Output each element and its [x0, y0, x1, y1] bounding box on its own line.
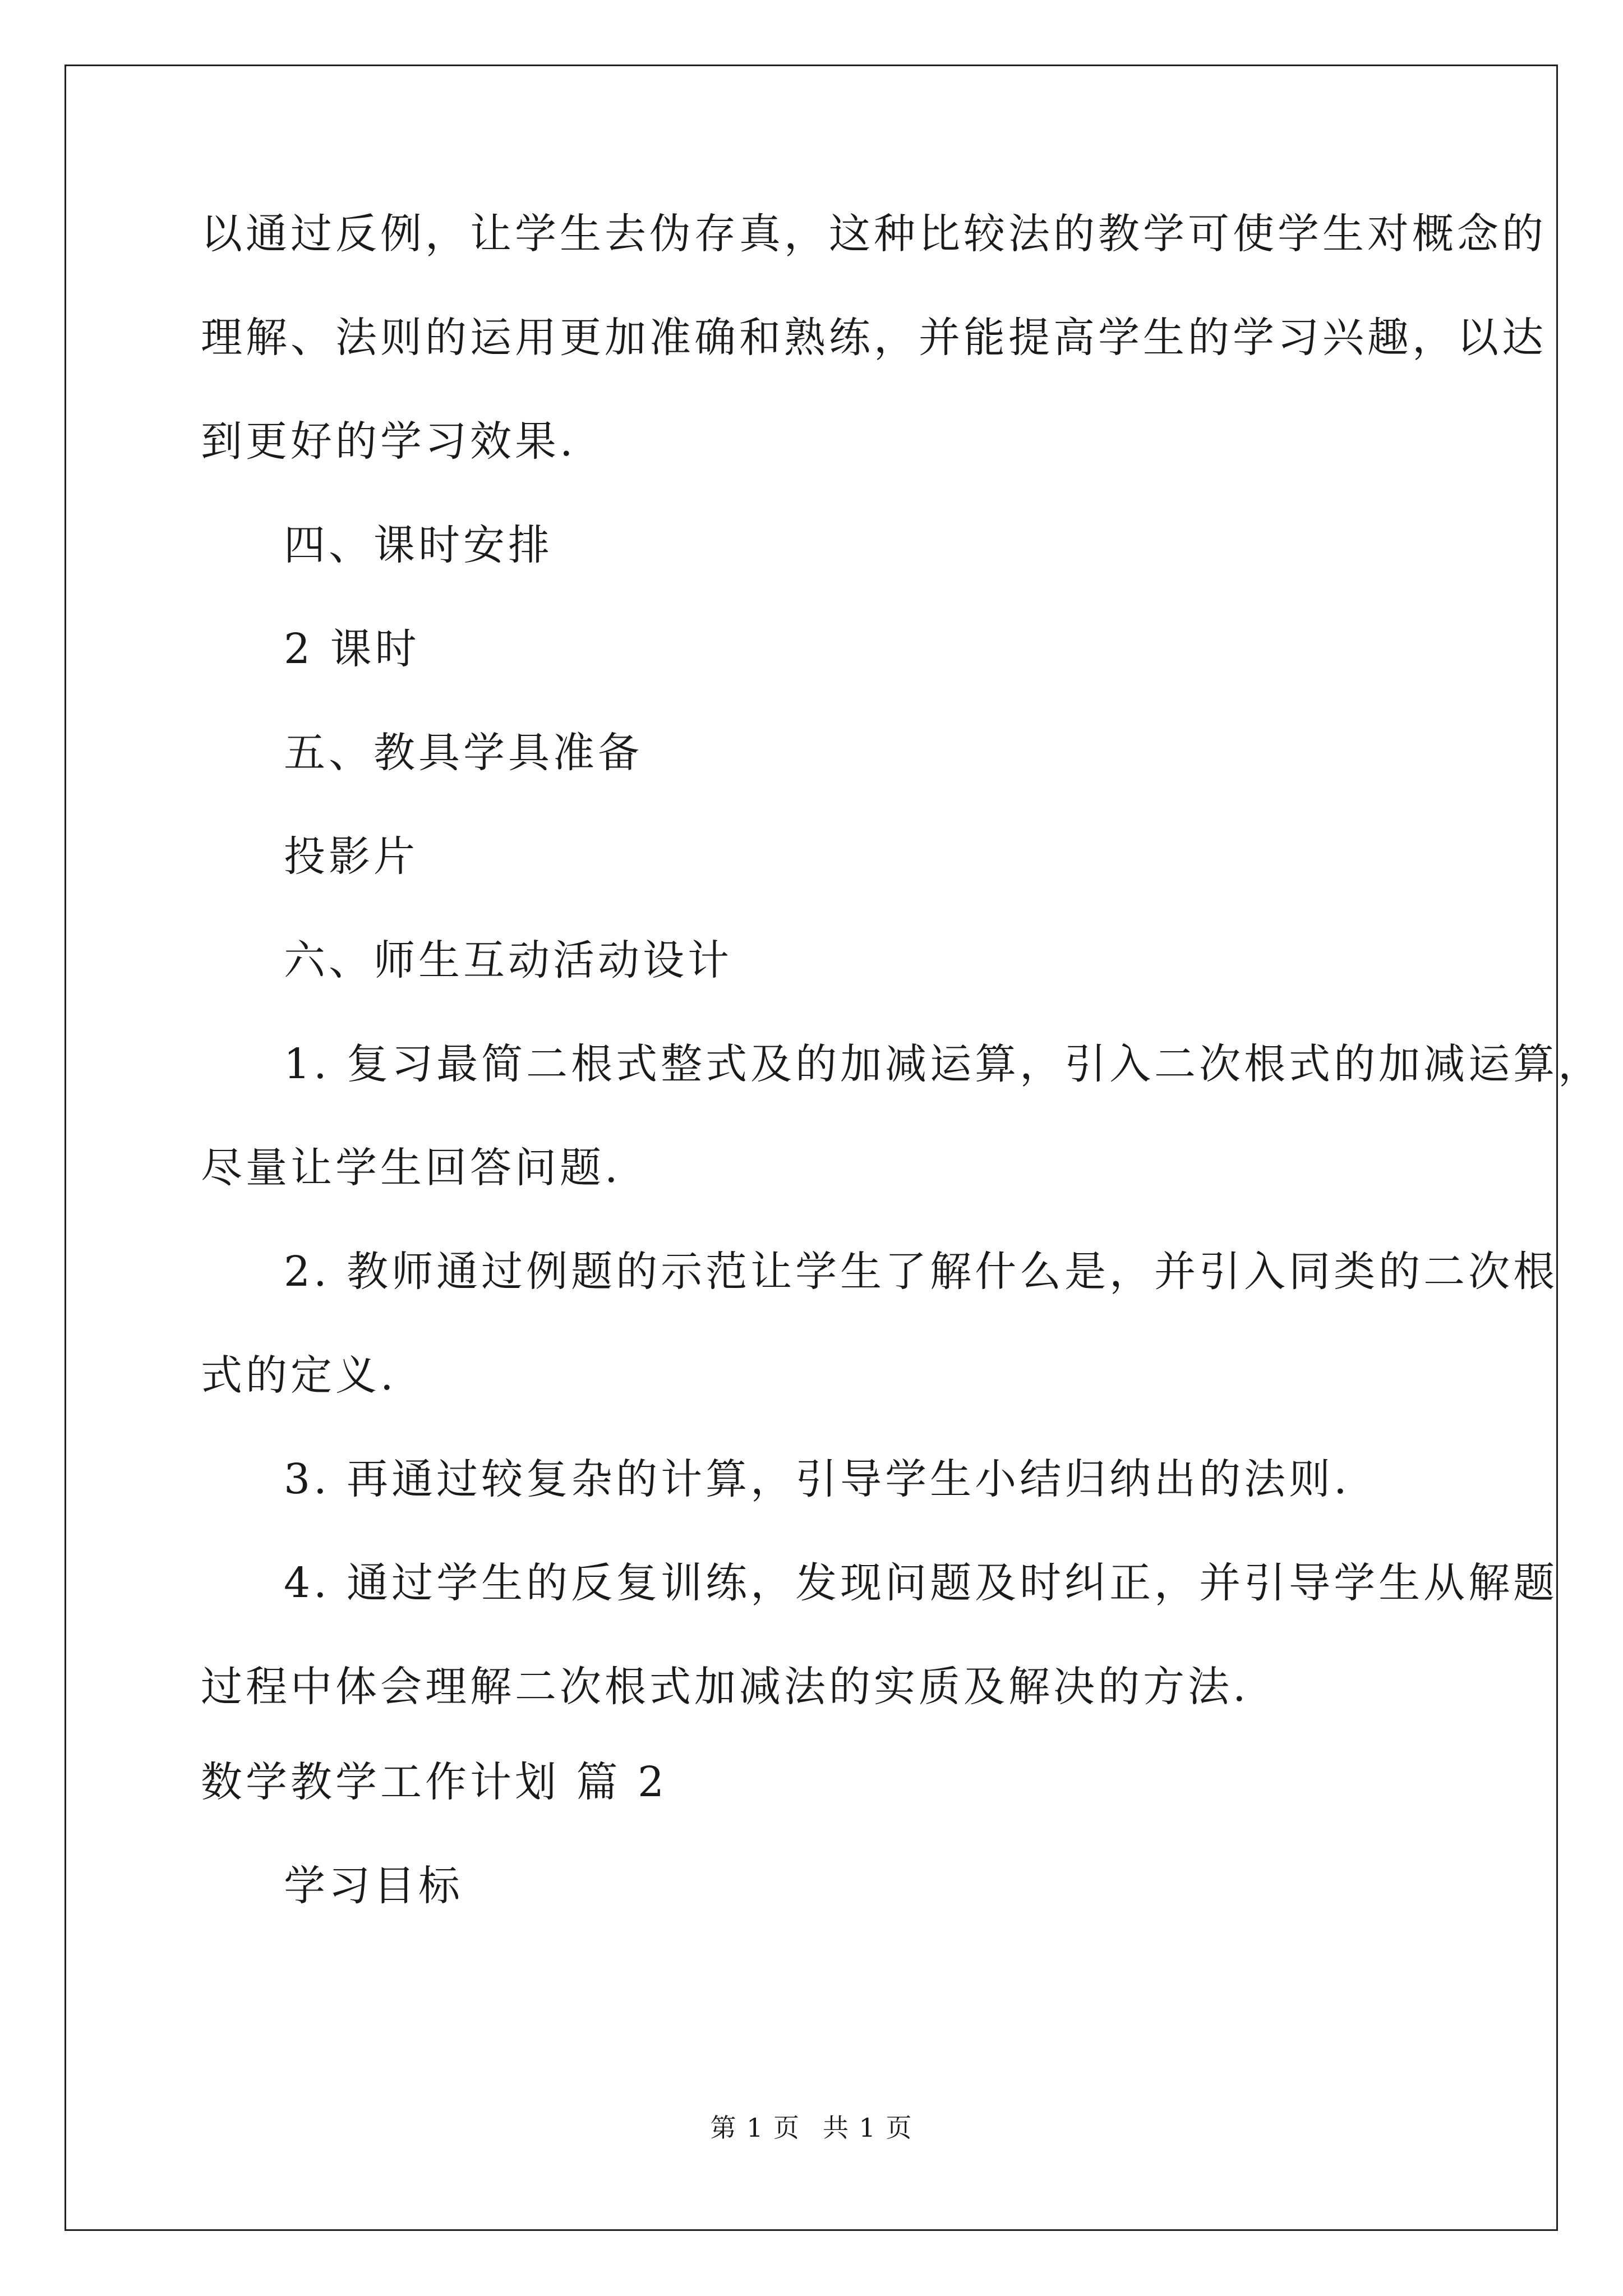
body-paragraph-line: 尽量让学生回答问题. — [201, 1144, 621, 1192]
section-heading: 五、教具学具准备 — [284, 729, 643, 777]
list-item: 2. 教师通过例题的示范让学生了解什么是，并引入同类的二次根 — [284, 1248, 1559, 1296]
list-item: 4. 通过学生的反复训练，发现问题及时纠正，并引导学生从解题 — [284, 1559, 1559, 1607]
body-paragraph-line: 到更好的学习效果. — [201, 417, 577, 466]
page-number-current: 第 1 页 — [710, 2113, 800, 2143]
body-paragraph-line: 投影片 — [284, 832, 418, 881]
section-heading: 六、师生互动活动设计 — [284, 936, 732, 984]
body-paragraph-line: 过程中体会理解二次根式加减法的实质及解决的方法. — [201, 1663, 1249, 1711]
document-section-title: 数学教学工作计划 篇 2 — [201, 1758, 668, 1806]
list-item: 3. 再通过较复杂的计算，引导学生小结归纳出的法则. — [284, 1455, 1350, 1503]
list-item: 1. 复习最简二根式整式及的加减运算，引入二次根式的加减运算， — [284, 1040, 1603, 1088]
page-footer — [0, 2115, 1623, 2141]
body-paragraph-line: 以通过反例，让学生去伪存真，这种比较法的教学可使学生对概念的 — [201, 210, 1547, 258]
body-paragraph-line: 2 课时 — [284, 625, 420, 673]
body-paragraph-line: 式的定义. — [201, 1351, 397, 1400]
section-heading: 四、课时安排 — [284, 521, 553, 569]
section-heading: 学习目标 — [284, 1862, 463, 1910]
body-paragraph-line: 理解、法则的运用更加准确和熟练，并能提高学生的学习兴趣，以达 — [201, 314, 1547, 362]
page-number-total: 共 1 页 — [823, 2113, 913, 2143]
